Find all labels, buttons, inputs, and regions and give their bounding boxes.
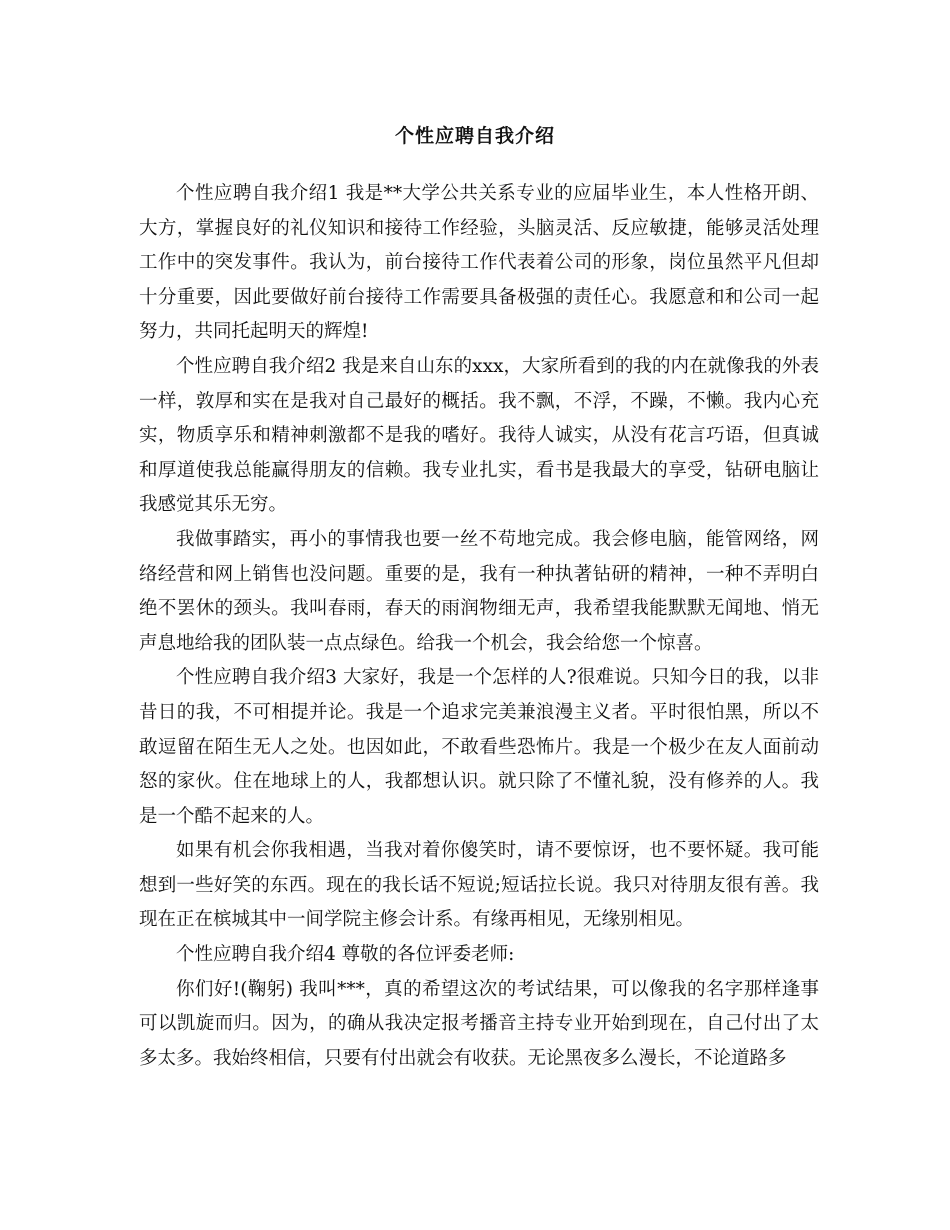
paragraph-intro-2: 个性应聘自我介绍2 我是来自山东的xxx，大家所看到的我的内在就像我的外表一样，敦厚和实在是我对自己最好的概括。我不飘，不浮，不躁，不懒。我内心充实，物质享乐和精神刺激都不是我的嗜好。我待人诚实，从没有花言巧语，但真诚和厚道使我总能赢得朋友的信赖。我专业扎实，看书是我最大的享受，钻研电脑让我感觉其乐无穷。 — [139, 355, 819, 516]
paragraph-intro-4: 你们好!(鞠躬) 我叫***，真的希望这次的考试结果，可以像我的名字那样逢事可以凯旋而归。因为，的确从我决定报考播音主持专业开始到现在，自己付出了太多太多。我始终相信，只要有付出就会有收获。无论黑夜多么漫长，不论道路多 — [139, 978, 819, 1069]
paragraph-intro-3: 个性应聘自我介绍3 大家好，我是一个怎样的人?很难说。只知今日的我，以非昔日的我，不可相提并论。我是一个追求完美兼浪漫主义者。平时很怕黑，所以不敢逗留在陌生无人之处。也因如此，不敢看些恐怖片。我是一个极少在友人面前动怒的家伙。住在地球上的人，我都想认识。就只除了不懂礼貌，没有修养的人。我是一个酷不起来的人。 — [139, 667, 819, 827]
paragraph-intro-2-continued: 我做事踏实，再小的事情我也要一丝不苟地完成。我会修电脑，能管网络，网络经营和网上销售也没问题。重要的是，我有一种执著钻研的精神，一种不弄明白绝不罢休的颈头。我叫春雨，春天的雨润物细无声，我希望我能默默无闻地、悄无声息地给我的团队装一点点绿色。给我一个机会，我会给您一个惊喜。 — [139, 528, 819, 654]
paragraph-intro-4-heading: 个性应聘自我介绍4 尊敬的各位评委老师: — [176, 944, 515, 966]
document-title: 个性应聘自我介绍 — [394, 125, 555, 147]
paragraph-intro-1: 个性应聘自我介绍1 我是**大学公共关系专业的应届毕业生，本人性格开朗、大方，掌握良好的礼仪知识和接待工作经验，头脑灵活、反应敏捷，能够灵活处理工作中的突发事件。我认为，前台接待工作代表着公司的形象，岗位虽然平凡但却十分重要，因此要做好前台接待工作需要具备极强的责任心。我愿意和和公司一起努力，共同托起明天的辉煌! — [139, 183, 819, 343]
paragraph-intro-3-continued: 如果有机会你我相遇，当我对着你傻笑时，请不要惊讶，也不要怀疑。我可能想到一些好笑的东西。现在的我长话不短说;短话拉长说。我只对待朋友很有善。我现在正在槟城其中一间学院主修会计系。有缘再相见，无缘别相见。 — [139, 840, 819, 931]
document-body — [139, 177, 819, 1076]
